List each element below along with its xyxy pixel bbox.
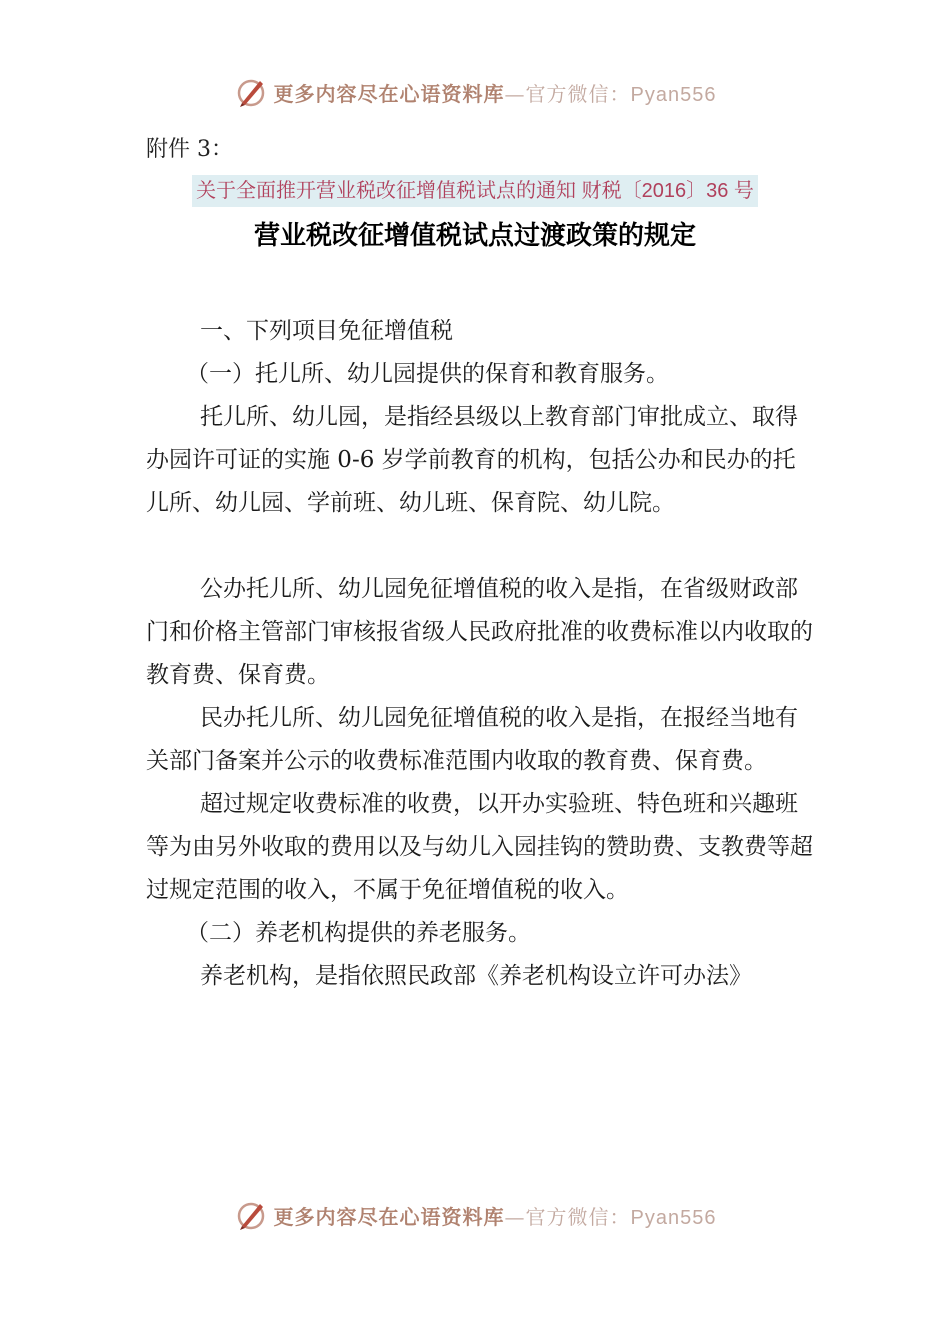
pen-logo-icon [234, 1198, 268, 1232]
document-body [146, 310, 816, 998]
watermark-text: 更多内容尽在心语资料库—官方微信：Pyan556 [273, 81, 717, 106]
paragraph: 托儿所、幼儿园，是指经县级以上教育部门审批成立、取得办园许可证的实施 0-6 岁学前教育的机构，包括公办和民办的托儿所、幼儿园、学前班、幼儿班、保育院、幼儿院。 [146, 404, 798, 516]
attachment-label: 附件 3： [146, 137, 233, 162]
paragraph: 养老机构，是指依照民政部《养老机构设立许可办法》 [200, 963, 752, 989]
notice-link[interactable]: 关于全面推开营业税改征增值税试点的通知 财税〔2016〕36 号 [192, 175, 758, 207]
watermark-banner-top [0, 72, 950, 112]
subsection-heading: （二）养老机构提供的养老服务。 [186, 920, 531, 946]
paragraph: 公办托儿所、幼儿园免征增值税的收入是指，在省级财政部门和价格主管部门审核报省级人民政府批准的收费标准以内收取的教育费、保育费。 [146, 576, 813, 688]
watermark-text: 更多内容尽在心语资料库—官方微信：Pyan556 [273, 1204, 717, 1229]
document-title: 营业税改征增值税试点过渡政策的规定 [253, 221, 696, 251]
subsection-heading: （一）托儿所、幼儿园提供的保育和教育服务。 [186, 361, 669, 387]
paragraph: 民办托儿所、幼儿园免征增值税的收入是指，在报经当地有关部门备案并公示的收费标准范围内收取的教育费、保育费。 [146, 705, 798, 774]
paragraph: 超过规定收费标准的收费，以开办实验班、特色班和兴趣班等为由另外收取的费用以及与幼儿入园挂钩的赞助费、支教费等超过规定范围的收入，不属于免征增值税的收入。 [146, 791, 813, 903]
section-heading: 一、下列项目免征增值税 [200, 318, 453, 344]
pen-logo-icon [234, 75, 268, 109]
watermark-banner-bottom [0, 1195, 950, 1235]
